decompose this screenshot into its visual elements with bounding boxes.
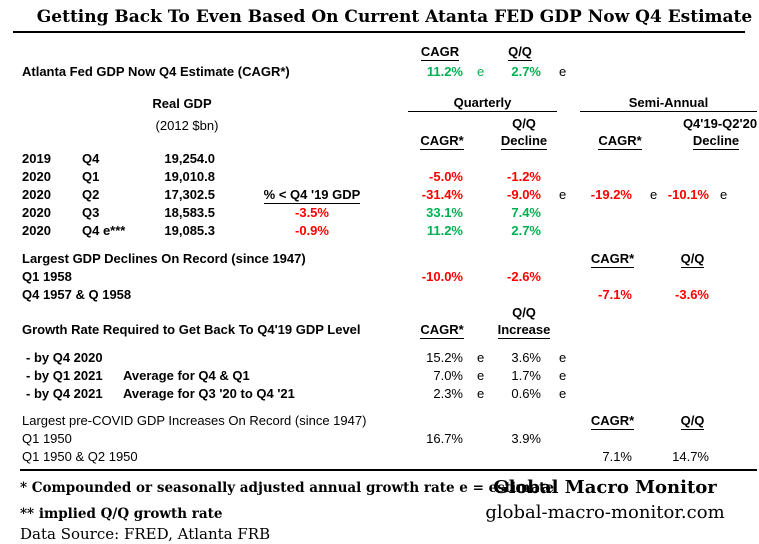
real-gdp-units: (2012 $bn) bbox=[155, 118, 219, 133]
increases-s-qq: 14.7% bbox=[672, 449, 709, 464]
pct-below-q419-header: % < Q4 '19 GDP bbox=[263, 187, 361, 202]
gdp-row-year: 2020 bbox=[22, 187, 51, 202]
gdp-row-value: 17,302.5 bbox=[164, 187, 215, 202]
pct-below-q419-value: -3.5% bbox=[295, 205, 329, 220]
title-divider bbox=[13, 31, 745, 33]
growth-cagr-header: CAGR* bbox=[420, 322, 464, 337]
semi-range-label: Q4'19-Q2'20 bbox=[682, 116, 758, 131]
growth-cagr-value: 15.2% bbox=[426, 350, 463, 365]
top-qq-header: Q/Q bbox=[508, 44, 532, 59]
brand-url: global-macro-monitor.com bbox=[485, 502, 725, 523]
quarterly-cagr-header: CAGR* bbox=[420, 133, 464, 148]
quarterly-group-underline bbox=[408, 111, 557, 112]
increases-q-qq: 3.9% bbox=[511, 431, 541, 446]
declines-row-label: Q4 1957 & Q 1958 bbox=[22, 287, 132, 302]
growth-increase-header: Increase bbox=[497, 322, 551, 337]
footnote-cagr: * Compounded or seasonally adjusted annual growth rate e = estimate bbox=[20, 480, 555, 496]
gdp-row-quarter: Q3 bbox=[82, 205, 100, 220]
growth-qq-value: 0.6% bbox=[511, 386, 541, 401]
declines-s-cagr: -7.1% bbox=[598, 287, 632, 302]
growth-row-label: - by Q4 2020 bbox=[26, 350, 103, 365]
quarterly-group-header: Quarterly bbox=[453, 95, 512, 110]
increases-row-label: Q1 1950 bbox=[22, 431, 72, 446]
declines-section-header: Largest GDP Declines On Record (since 1947) bbox=[22, 251, 306, 266]
page-title: Getting Back To Even Based On Current Atanta FED GDP Now Q4 Estimate bbox=[36, 7, 753, 27]
estimate-flag: e bbox=[720, 187, 728, 202]
increases-section-header: Largest pre-COVID GDP Increases On Record (since 1947) bbox=[22, 413, 367, 428]
gdp-row-year: 2019 bbox=[22, 151, 51, 166]
increases-s-cagr: 7.1% bbox=[602, 449, 632, 464]
quarterly-qq-label: Q/Q bbox=[512, 116, 536, 131]
gdp-row-value: 18,583.5 bbox=[164, 205, 215, 220]
estimate-flag: e bbox=[559, 386, 567, 401]
bottom-divider bbox=[20, 469, 757, 471]
growth-row-label: - by Q1 2021 bbox=[26, 368, 103, 383]
semi-decline-header: Decline bbox=[692, 133, 740, 148]
gdp-row-quarter: Q4 bbox=[82, 151, 100, 166]
atlanta-fed-estimate-flag-1: e bbox=[477, 64, 485, 79]
increases-q-cagr: 16.7% bbox=[426, 431, 463, 446]
gdp-row-s-decline: -10.1% bbox=[667, 187, 709, 202]
growth-qq-label: Q/Q bbox=[512, 305, 536, 320]
gdp-row-year: 2020 bbox=[22, 205, 51, 220]
growth-cagr-value: 7.0% bbox=[433, 368, 463, 383]
atlanta-fed-cagr-value: 11.2% bbox=[426, 64, 463, 79]
pct-below-q419-value: -0.9% bbox=[295, 223, 329, 238]
estimate-flag: e bbox=[477, 386, 485, 401]
declines-q-qq: -2.6% bbox=[507, 269, 541, 284]
estimate-flag: e bbox=[559, 368, 567, 383]
growth-cagr-value: 2.3% bbox=[433, 386, 463, 401]
growth-row-note: Average for Q4 & Q1 bbox=[123, 368, 250, 383]
footnote-implied-qq: ** implied Q/Q growth rate bbox=[20, 506, 223, 522]
gdp-row-q-decline: 7.4% bbox=[511, 205, 541, 220]
gdp-row-quarter: Q1 bbox=[82, 169, 100, 184]
declines-row-label: Q1 1958 bbox=[22, 269, 72, 284]
gdp-row-s-cagr: -19.2% bbox=[590, 187, 632, 202]
semi-cagr-header: CAGR* bbox=[598, 133, 642, 148]
gdp-row-q-cagr: -31.4% bbox=[421, 187, 463, 202]
declines-s-qq: -3.6% bbox=[675, 287, 709, 302]
gdp-row-value: 19,085.3 bbox=[164, 223, 215, 238]
declines-qq-header: Q/Q bbox=[680, 251, 705, 266]
gdp-row-year: 2020 bbox=[22, 169, 51, 184]
gdp-row-q-decline: -1.2% bbox=[507, 169, 541, 184]
atlanta-fed-qq-value: 2.7% bbox=[511, 64, 541, 79]
growth-qq-value: 1.7% bbox=[511, 368, 541, 383]
estimate-flag: e bbox=[559, 187, 567, 202]
declines-cagr-header: CAGR* bbox=[590, 251, 635, 266]
gdp-row-quarter: Q2 bbox=[82, 187, 100, 202]
estimate-flag: e bbox=[559, 350, 567, 365]
estimate-flag: e bbox=[477, 368, 485, 383]
growth-qq-value: 3.6% bbox=[511, 350, 541, 365]
declines-q-cagr: -10.0% bbox=[421, 269, 463, 284]
growth-row-label: - by Q4 2021 bbox=[26, 386, 103, 401]
quarterly-decline-header: Decline bbox=[500, 133, 548, 148]
growth-row-note: Average for Q3 '20 to Q4 '21 bbox=[123, 386, 295, 401]
data-source: Data Source: FRED, Atlanta FRB bbox=[20, 525, 271, 543]
gdp-row-q-decline: 2.7% bbox=[511, 223, 541, 238]
real-gdp-header: Real GDP bbox=[152, 96, 212, 111]
semi-annual-group-header: Semi-Annual bbox=[628, 95, 709, 110]
top-cagr-header: CAGR bbox=[420, 44, 460, 59]
gdp-row-q-decline: -9.0% bbox=[507, 187, 541, 202]
brand-name: Global Macro Monitor bbox=[493, 477, 717, 498]
gdp-row-q-cagr: 11.2% bbox=[426, 223, 463, 238]
increases-qq-header: Q/Q bbox=[680, 413, 705, 428]
gdp-row-year: 2020 bbox=[22, 223, 51, 238]
increases-cagr-header: CAGR* bbox=[590, 413, 635, 428]
gdp-row-value: 19,254.0 bbox=[164, 151, 215, 166]
gdp-row-q-cagr: -5.0% bbox=[429, 169, 463, 184]
growth-section-header: Growth Rate Required to Get Back To Q4'19 GDP Level bbox=[22, 322, 361, 337]
estimate-flag: e bbox=[650, 187, 658, 202]
atlanta-fed-row-label: Atlanta Fed GDP Now Q4 Estimate (CAGR*) bbox=[22, 64, 290, 79]
gdp-row-quarter: Q4 e*** bbox=[82, 223, 126, 238]
estimate-flag: e bbox=[477, 350, 485, 365]
semi-annual-group-underline bbox=[580, 111, 757, 112]
atlanta-fed-estimate-flag-2: e bbox=[559, 64, 567, 79]
increases-row-label: Q1 1950 & Q2 1950 bbox=[22, 449, 138, 464]
gdp-row-q-cagr: 33.1% bbox=[426, 205, 463, 220]
gdp-row-value: 19,010.8 bbox=[164, 169, 215, 184]
